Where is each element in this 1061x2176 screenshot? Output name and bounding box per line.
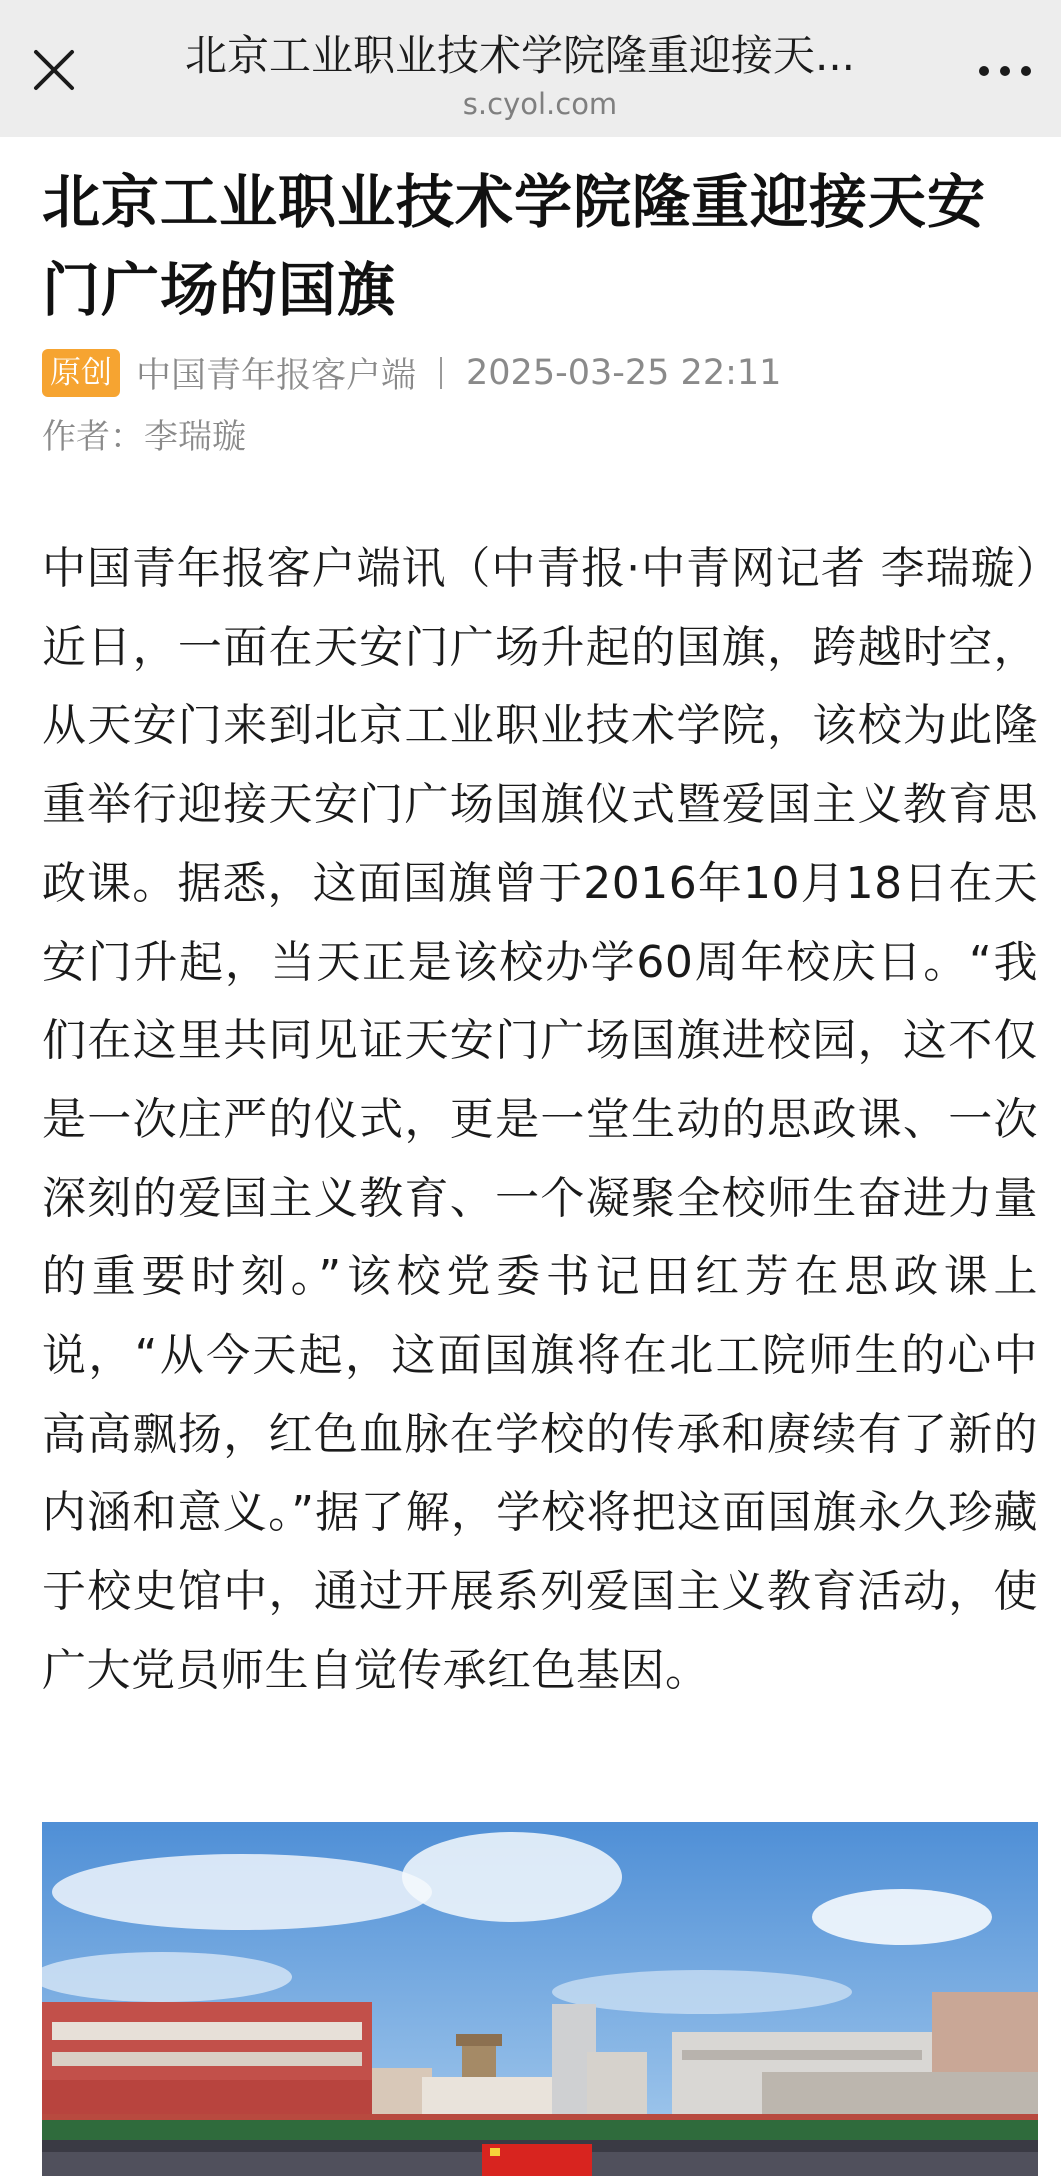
article-body: 中国青年报客户端讯（中青报·中青网记者 李瑞璇）近日，一面在天安门广场升起的国旗，跨越时空，从天安门来到北京工业职业技术学院，该校为此隆重举行迎接天安门广场国旗仪式暨爱国主义教育思政课。据悉，这面国旗曾于2016年10月18日在天安门升起，当天正是该校办学60周年校庆日。“我们在这里共同见证天安门广场国旗进校园，这不仅是一次庄严的仪式，更是一堂生动的思政课、一次深刻的爱国主义教育、一个凝聚全校师生奋进力量的重要时刻。”该校党委书记田红芳在思政课上说，“从今天起，这面国旗将在北工院师生的心中高高飘扬，红色血脉在学校的传承和赓续有了新的内涵和意义。”据了解，学校将把这面国旗永久珍藏于校史馆中，通过开展系列爱国主义教育活动，使广大党员师生自觉传承红色基因。 xyxy=(42,543,1038,1696)
original-badge: 原创 xyxy=(42,349,120,397)
source-link[interactable]: 中国青年报客户端 xyxy=(136,356,417,396)
page-url: s.cyol.com xyxy=(462,87,618,121)
close-icon[interactable] xyxy=(32,48,76,92)
author-line: 作者：李瑞璇 xyxy=(42,417,246,457)
article-title: 北京工业职业技术学院隆重迎接天安门广场的国旗 xyxy=(42,168,987,324)
more-horizontal-icon[interactable] xyxy=(975,58,1035,84)
article-photo[interactable] xyxy=(42,1822,1038,2176)
browser-top-bar xyxy=(0,0,1061,137)
article-meta xyxy=(42,348,781,398)
window-title: 北京工业职业技术学院隆重迎接天... xyxy=(184,31,856,80)
meta-divider xyxy=(440,357,442,389)
publish-date: 2025-03-25 22:11 xyxy=(466,353,782,393)
